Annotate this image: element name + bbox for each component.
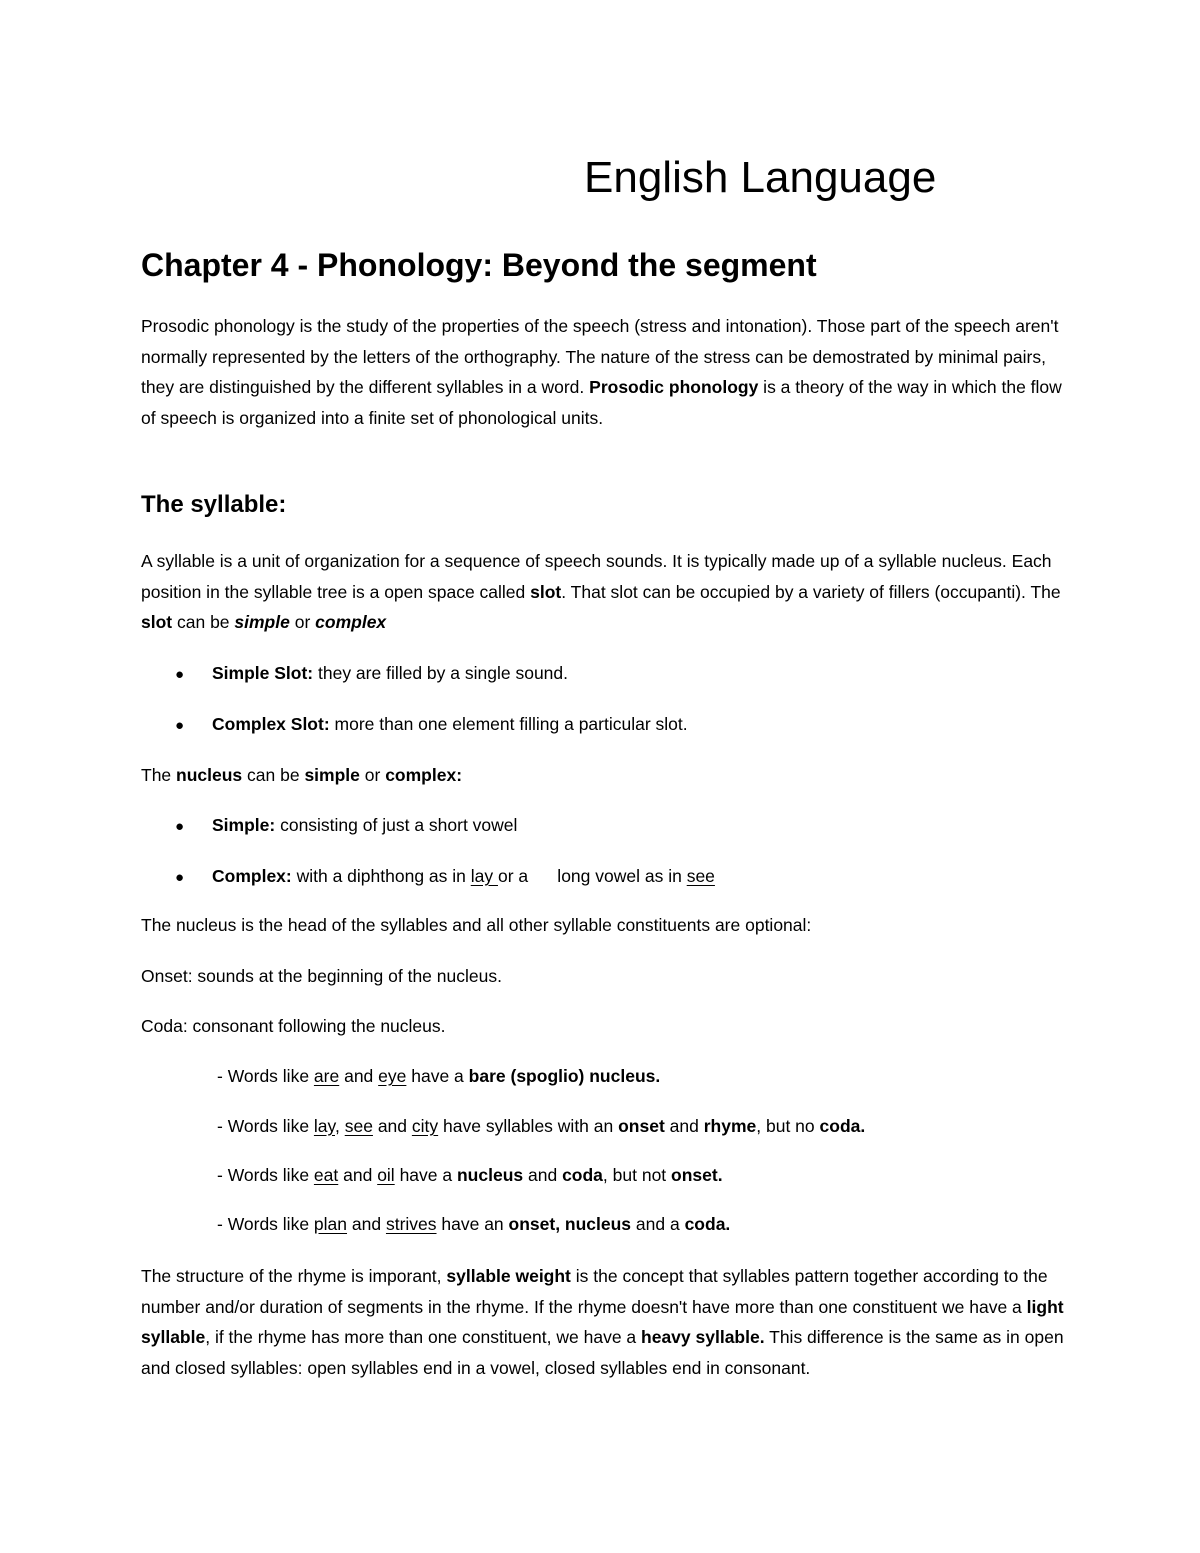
- section-title-syllable: The syllable:: [141, 491, 287, 518]
- bullet-icon: ●: [175, 818, 185, 835]
- bullet-icon: ●: [175, 666, 185, 683]
- example-text: and: [339, 1066, 379, 1086]
- onset-line: Onset: sounds at the beginning of the nucleus.: [141, 966, 502, 986]
- example-line-no-coda: [217, 1113, 865, 1139]
- example-line-full: [217, 1211, 730, 1237]
- heavy-syllable-term: heavy syllable.: [641, 1327, 765, 1348]
- bullet-text: they are filled by a single sound.: [313, 663, 569, 683]
- example-word: strives: [385, 1214, 437, 1234]
- example-word: eat: [313, 1165, 339, 1185]
- rhyme-text-4: This difference is the same as in open and closed syllables: open syllables end in a vowel, closed syllables end in consonant.: [141, 1327, 1064, 1379]
- example-term: rhyme: [703, 1116, 757, 1136]
- document-title: English Language: [584, 153, 937, 202]
- intro-paragraph: [141, 311, 1071, 434]
- example-word: are: [313, 1066, 340, 1086]
- example-word: lay: [313, 1116, 335, 1136]
- example-text: , but no: [756, 1116, 820, 1136]
- head-line: The nucleus is the head of the syllables and all other syllable constituents are optional:: [141, 915, 812, 935]
- bullet-text: with a diphthong as in: [291, 866, 471, 886]
- example-text: have a: [406, 1066, 469, 1086]
- rhyme-text-3: , if the rhyme has more than one constituent, we have a: [205, 1327, 642, 1348]
- example-term: coda.: [819, 1116, 866, 1136]
- bullet-text-2: or a long vowel as in: [497, 866, 687, 886]
- bullet-text: consisting of just a short vowel: [275, 815, 518, 835]
- bullet-term: Complex Slot:: [212, 714, 330, 734]
- chapter-title: Chapter 4 - Phonology: Beyond the segment: [141, 247, 817, 283]
- example-text: have syllables with an: [438, 1116, 619, 1136]
- example-term: onset, nucleus: [508, 1214, 632, 1234]
- example-text: and: [372, 1116, 412, 1136]
- example-text: - Words like: [217, 1165, 314, 1185]
- bullet-text: more than one element filling a particular slot.: [329, 714, 688, 734]
- simple-term: simple: [304, 765, 360, 785]
- syllable-paragraph: [141, 546, 1071, 638]
- syllable-weight-term: syllable weight: [446, 1266, 571, 1286]
- example-word: eye: [378, 1066, 407, 1086]
- nucleus-term: nucleus: [176, 765, 243, 785]
- example-term: onset.: [671, 1165, 723, 1185]
- simple-term: simple: [234, 612, 290, 633]
- example-text: and: [523, 1165, 563, 1185]
- example-text: have an: [436, 1214, 509, 1234]
- example-text: and: [664, 1116, 704, 1136]
- list-item-complex-nucleus: [175, 863, 715, 891]
- coda-line: Coda: consonant following the nucleus.: [141, 1016, 446, 1036]
- rhyme-paragraph: [141, 1261, 1071, 1384]
- line-text-3: or: [359, 765, 386, 785]
- intro-text-end: is a theory of the way in which the flow of speech is organized into a finite set of phonological units.: [141, 377, 1062, 429]
- list-item-complex-slot: [175, 711, 688, 739]
- nucleus-intro-line: [141, 762, 462, 788]
- example-term: bare: [468, 1066, 506, 1086]
- example-word-see: see: [686, 866, 715, 886]
- syllable-text: A syllable is a unit of organization for a sequence of speech sounds. It is typically made up of a syllable nucleus. Each position in the syllable tree is a open space called: [141, 551, 1052, 602]
- slot-term-2: slot: [141, 612, 173, 633]
- example-text: , but not: [602, 1165, 672, 1185]
- example-term: (spoglio) nucleus.: [510, 1066, 661, 1086]
- example-word: oil: [377, 1165, 395, 1185]
- example-line-no-onset: [217, 1162, 723, 1188]
- example-word: city: [411, 1116, 439, 1136]
- syllable-text-4: or: [289, 612, 316, 633]
- example-word: plan: [313, 1214, 348, 1234]
- example-term: coda: [562, 1165, 603, 1185]
- example-term: coda.: [684, 1214, 731, 1234]
- light-syllable-term: light syllable: [141, 1296, 1064, 1348]
- example-text: and: [338, 1165, 378, 1185]
- line-text-2: can be: [242, 765, 305, 785]
- slot-term: slot: [530, 581, 562, 602]
- example-text: and: [347, 1214, 386, 1234]
- rhyme-text-2: is the concept that syllables pattern together according to the number and/or duration of segments in the rhyme. If the rhyme doesn't have more than one constituent we have a: [141, 1266, 1048, 1317]
- list-item-simple-slot: [175, 660, 568, 688]
- line-text: The: [141, 765, 177, 785]
- example-text: - Words like: [217, 1214, 314, 1234]
- example-text: and a: [631, 1214, 685, 1234]
- bullet-term: Simple Slot:: [212, 663, 314, 683]
- example-text: have a: [394, 1165, 457, 1185]
- example-term: onset: [618, 1116, 665, 1136]
- syllable-text-3: can be: [172, 612, 235, 633]
- intro-text: Prosodic phonology is the study of the properties of the speech (stress and intonation). Those part of the speech aren't normally represented by the letters of the orthography. The nature of the stress can be demostrated by minimal pairs, they are distinguished by the different syllables in a word.: [141, 316, 1059, 398]
- bullet-icon: ●: [175, 717, 185, 734]
- list-item-simple-nucleus: [175, 812, 517, 840]
- example-text: ,: [335, 1116, 345, 1136]
- complex-term: complex:: [385, 765, 463, 785]
- example-text: - Words like: [217, 1066, 314, 1086]
- example-word-lay: lay: [470, 866, 498, 886]
- intro-bold-term: Prosodic phonology: [589, 377, 759, 398]
- bullet-term: Complex:: [212, 866, 292, 886]
- bullet-term: Simple:: [212, 815, 276, 835]
- example-term: nucleus: [456, 1165, 524, 1185]
- complex-term: complex: [315, 612, 387, 633]
- rhyme-text: The structure of the rhyme is imporant,: [141, 1266, 447, 1286]
- example-line-bare-nucleus: [217, 1063, 660, 1089]
- syllable-text-2: . That slot can be occupied by a variety of fillers (occupanti). The: [561, 581, 1061, 602]
- bullet-icon: ●: [175, 869, 185, 886]
- example-word: see: [344, 1116, 373, 1136]
- example-text: - Words like: [217, 1116, 314, 1136]
